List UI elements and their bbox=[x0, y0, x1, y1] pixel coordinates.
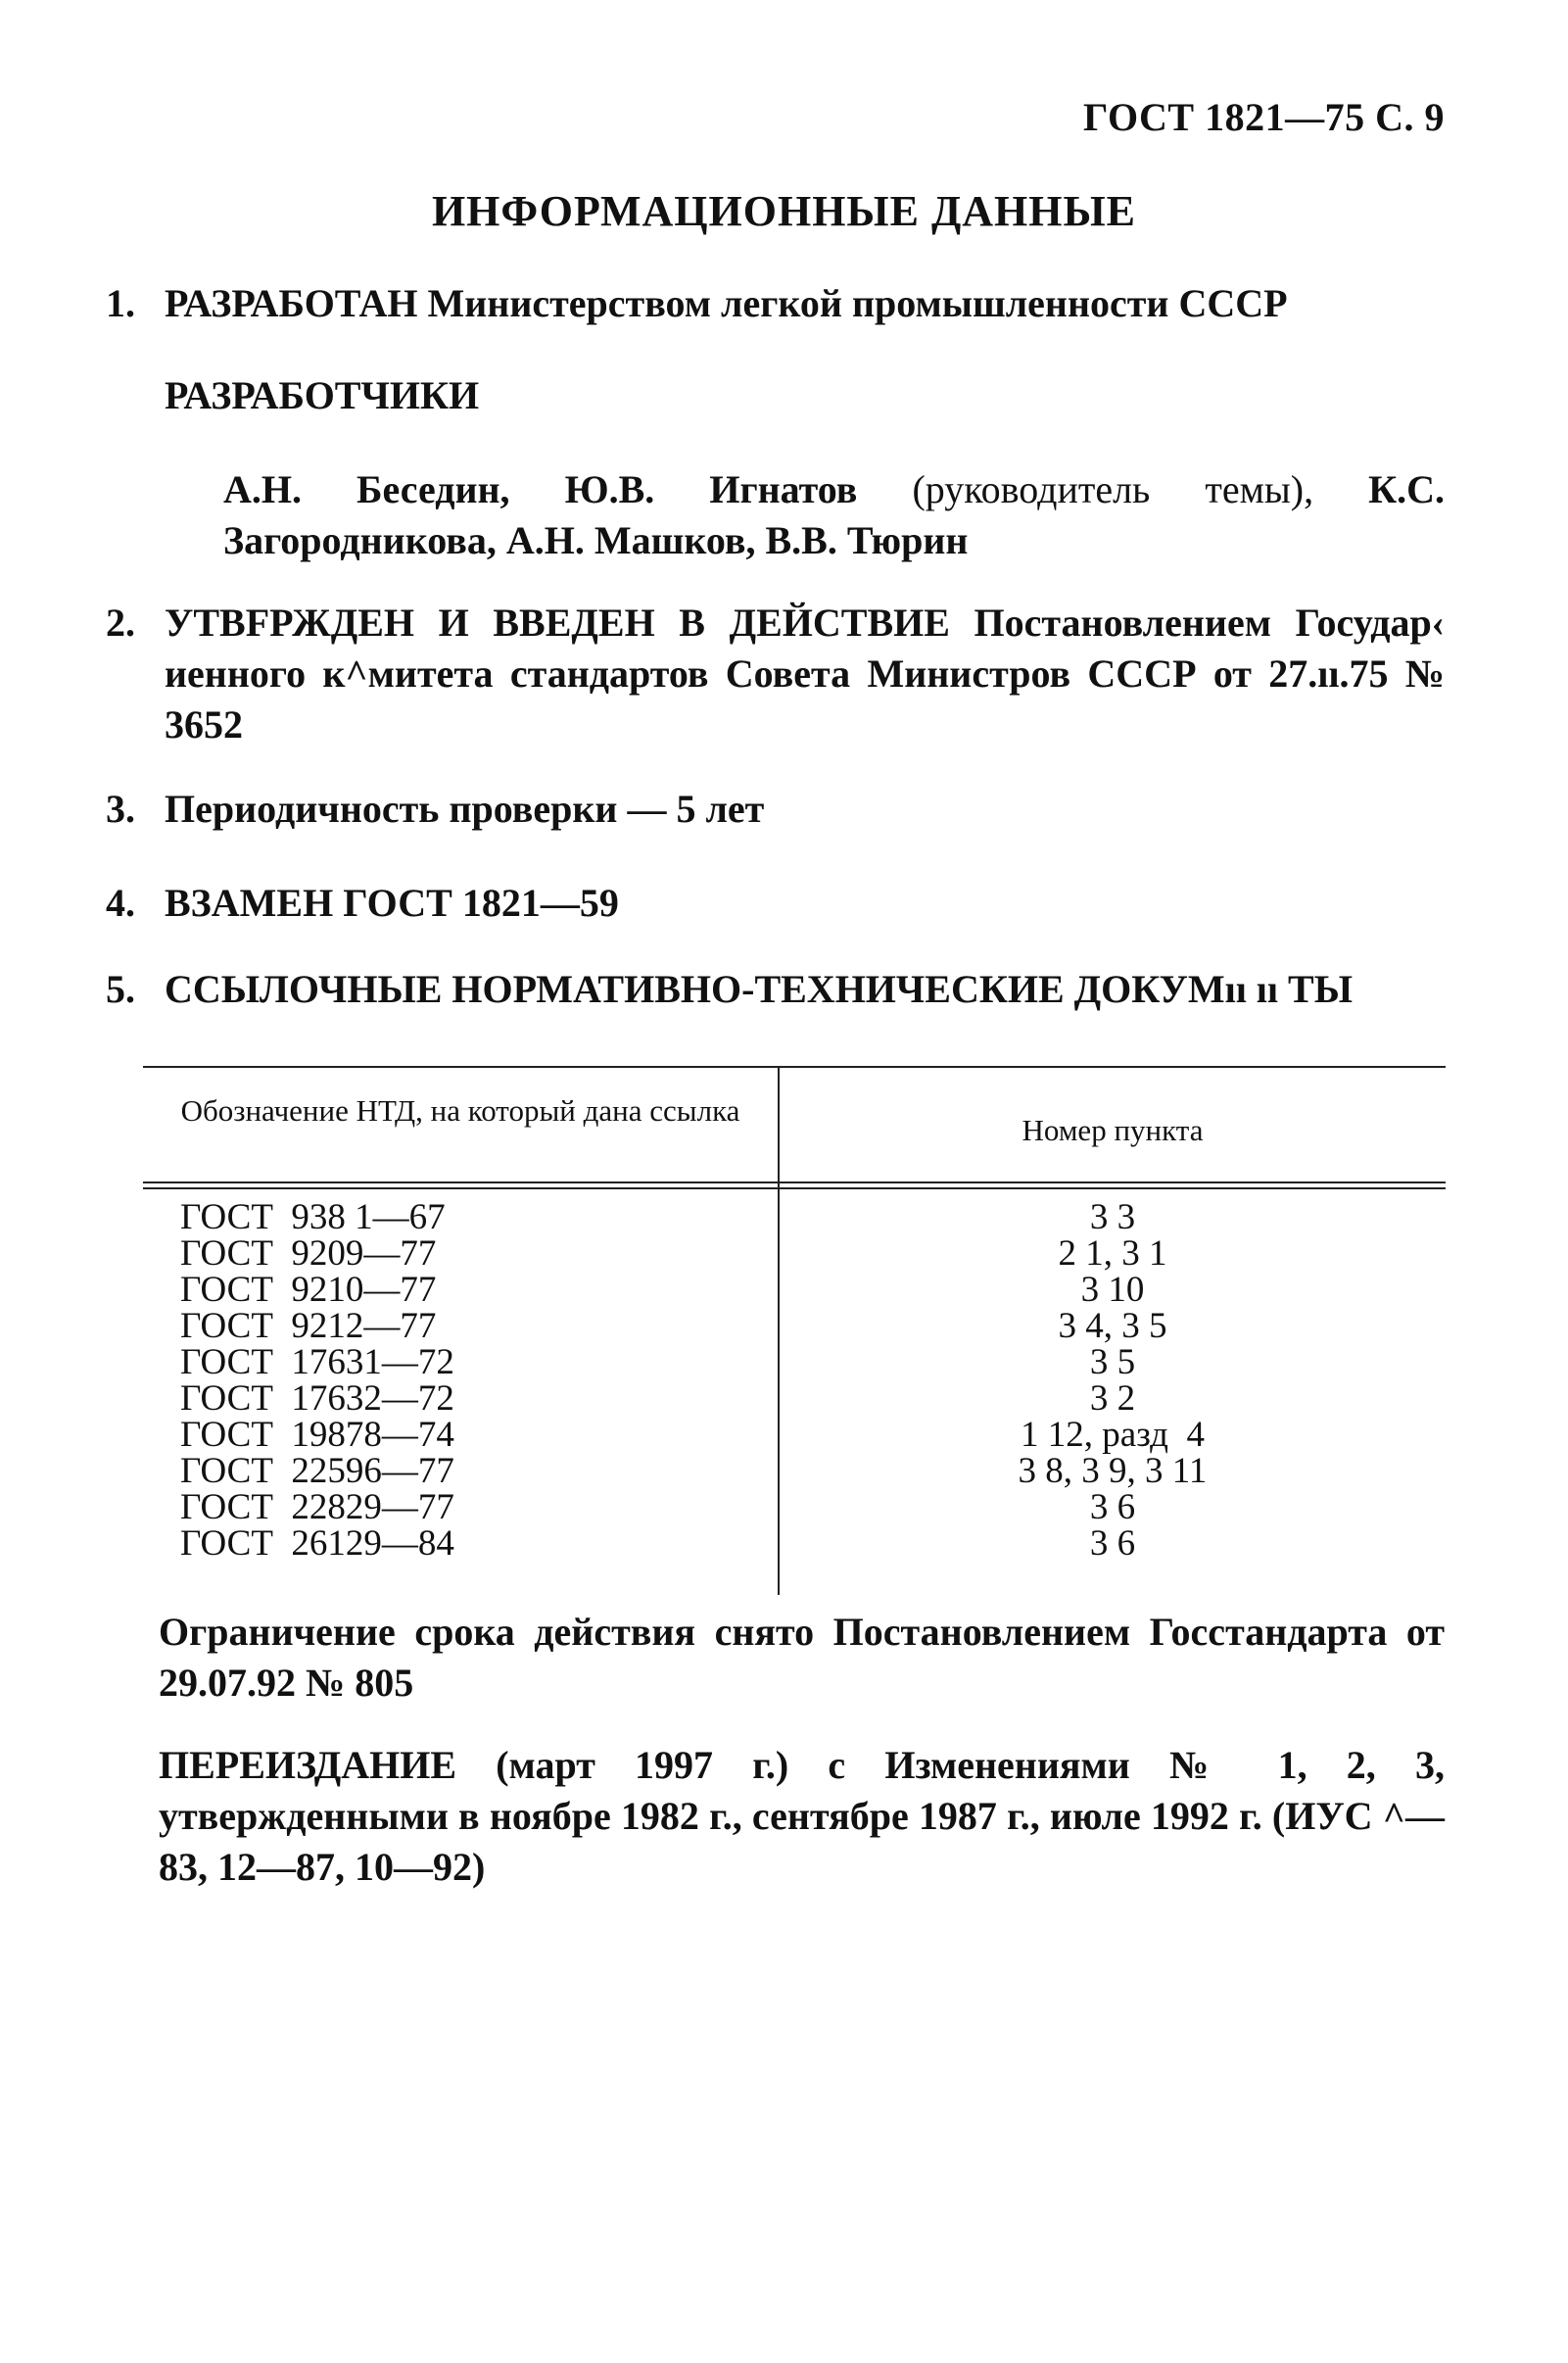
item-number: 3. bbox=[106, 787, 135, 831]
item-number: 5. bbox=[106, 967, 135, 1011]
table-top-rule bbox=[143, 1066, 1446, 1068]
developers-heading: РАЗРАБОТЧИКИ bbox=[165, 373, 480, 417]
developers-rest: К.С. Загородникова, А.Н. Машков, В.В. Тюрин bbox=[223, 467, 1446, 562]
info-item-4 bbox=[106, 878, 1445, 929]
table-row bbox=[143, 1199, 1446, 1235]
table-row bbox=[143, 1453, 1446, 1489]
table-cell-clause: 3 6 bbox=[1089, 1523, 1136, 1564]
table-row bbox=[143, 1272, 1446, 1308]
item-text: Постановлением Государ‹ иенного к^митета стандартов Совета Министров СССР от 27.ıı.75 № 3652 bbox=[165, 601, 1446, 747]
table-cell-code: ГОСТ 19878—74 bbox=[180, 1415, 454, 1455]
limitation-note: Ограничение срока действия снято Постановлением Госстандарта от 29.07.92 № 805 bbox=[159, 1610, 1445, 1705]
table-row bbox=[143, 1380, 1446, 1417]
table-cell-clause: 3 3 bbox=[1089, 1197, 1136, 1237]
table-row bbox=[143, 1489, 1446, 1525]
table-cell-clause: 2 1, 3 1 bbox=[1058, 1233, 1167, 1274]
item-number: 4. bbox=[106, 881, 135, 925]
item-text: Министерством легкой промышленности СССР bbox=[427, 281, 1288, 325]
table-cell-clause: 3 4, 3 5 bbox=[1058, 1306, 1167, 1346]
table-cell-code: ГОСТ 17632—72 bbox=[180, 1378, 454, 1419]
page-header: ГОСТ 1821—75 С. 9 bbox=[1082, 95, 1445, 139]
item-lead: РАЗРАБОТАН bbox=[165, 281, 418, 325]
references-table bbox=[143, 1066, 1446, 1595]
table-cell-clause: 3 8, 3 9, 3 11 bbox=[1018, 1451, 1208, 1491]
table-cell-clause: 3 6 bbox=[1089, 1487, 1136, 1527]
table-row bbox=[143, 1525, 1446, 1562]
info-item-5 bbox=[106, 964, 1445, 1015]
info-item-3 bbox=[106, 784, 1445, 835]
table-cell-clause: 3 5 bbox=[1089, 1342, 1136, 1382]
developers-list bbox=[223, 464, 1445, 566]
table-cell-code: ГОСТ 9209—77 bbox=[180, 1233, 437, 1274]
item-text: Периодичность проверки — 5 лет bbox=[165, 787, 765, 831]
item-text: ССЫЛОЧНЫЕ НОРМАТИВНО-ТЕХНИЧЕСКИЕ ДОКУМıı ıı ТЫ bbox=[165, 967, 1353, 1011]
table-row bbox=[143, 1308, 1446, 1344]
developers-role: (руководитель темы), bbox=[912, 467, 1314, 511]
item-lead: УТВFРЖДЕН И ВВЕДЕН В ДЕЙСТВИЕ bbox=[165, 601, 950, 645]
info-item-1 bbox=[106, 278, 1445, 329]
page-title: ИНФОРМАЦИОННЫЕ ДАННЫЕ bbox=[431, 187, 1137, 235]
table-cell-clause: 3 10 bbox=[1080, 1270, 1145, 1310]
table-cell-clause: 3 2 bbox=[1089, 1378, 1136, 1419]
item-text: ВЗАМЕН ГОСТ 1821—59 bbox=[165, 881, 619, 925]
table-row bbox=[143, 1417, 1446, 1453]
developers-lead: А.Н. Беседин, Ю.В. Игнатов bbox=[223, 467, 858, 511]
table-cell-code: ГОСТ 9210—77 bbox=[180, 1270, 437, 1310]
table-row bbox=[143, 1344, 1446, 1380]
info-item-2 bbox=[106, 598, 1445, 750]
item-number: 1. bbox=[106, 281, 135, 325]
table-cell-code: ГОСТ 938 1—67 bbox=[180, 1197, 446, 1237]
table-header-clause: Номер пункта bbox=[1022, 1113, 1204, 1147]
table-header-rule bbox=[143, 1187, 1446, 1189]
table-body bbox=[143, 1199, 1446, 1562]
table-cell-clause: 1 12, разд 4 bbox=[1021, 1415, 1205, 1455]
table-row bbox=[143, 1235, 1446, 1272]
table-header-designation: Обозначение НТД, на который дана ссылка bbox=[180, 1093, 740, 1128]
table-cell-code: ГОСТ 9212—77 bbox=[180, 1306, 437, 1346]
table-cell-code: ГОСТ 22829—77 bbox=[180, 1487, 454, 1527]
item-number: 2. bbox=[106, 601, 135, 645]
table-cell-code: ГОСТ 17631—72 bbox=[180, 1342, 454, 1382]
table-cell-code: ГОСТ 26129—84 bbox=[180, 1523, 454, 1564]
table-cell-code: ГОСТ 22596—77 bbox=[180, 1451, 454, 1491]
reissue-note: ПЕРЕИЗДАНИЕ (март 1997 г.) с Изменениями № 1, 2, 3, утвержденными в ноябре 1982 г., сентябре 1987 г., июле 1992 г. (ИУС ^—83, 12—87, 10—92) bbox=[159, 1743, 1445, 1889]
table-header-rule bbox=[143, 1182, 1446, 1183]
